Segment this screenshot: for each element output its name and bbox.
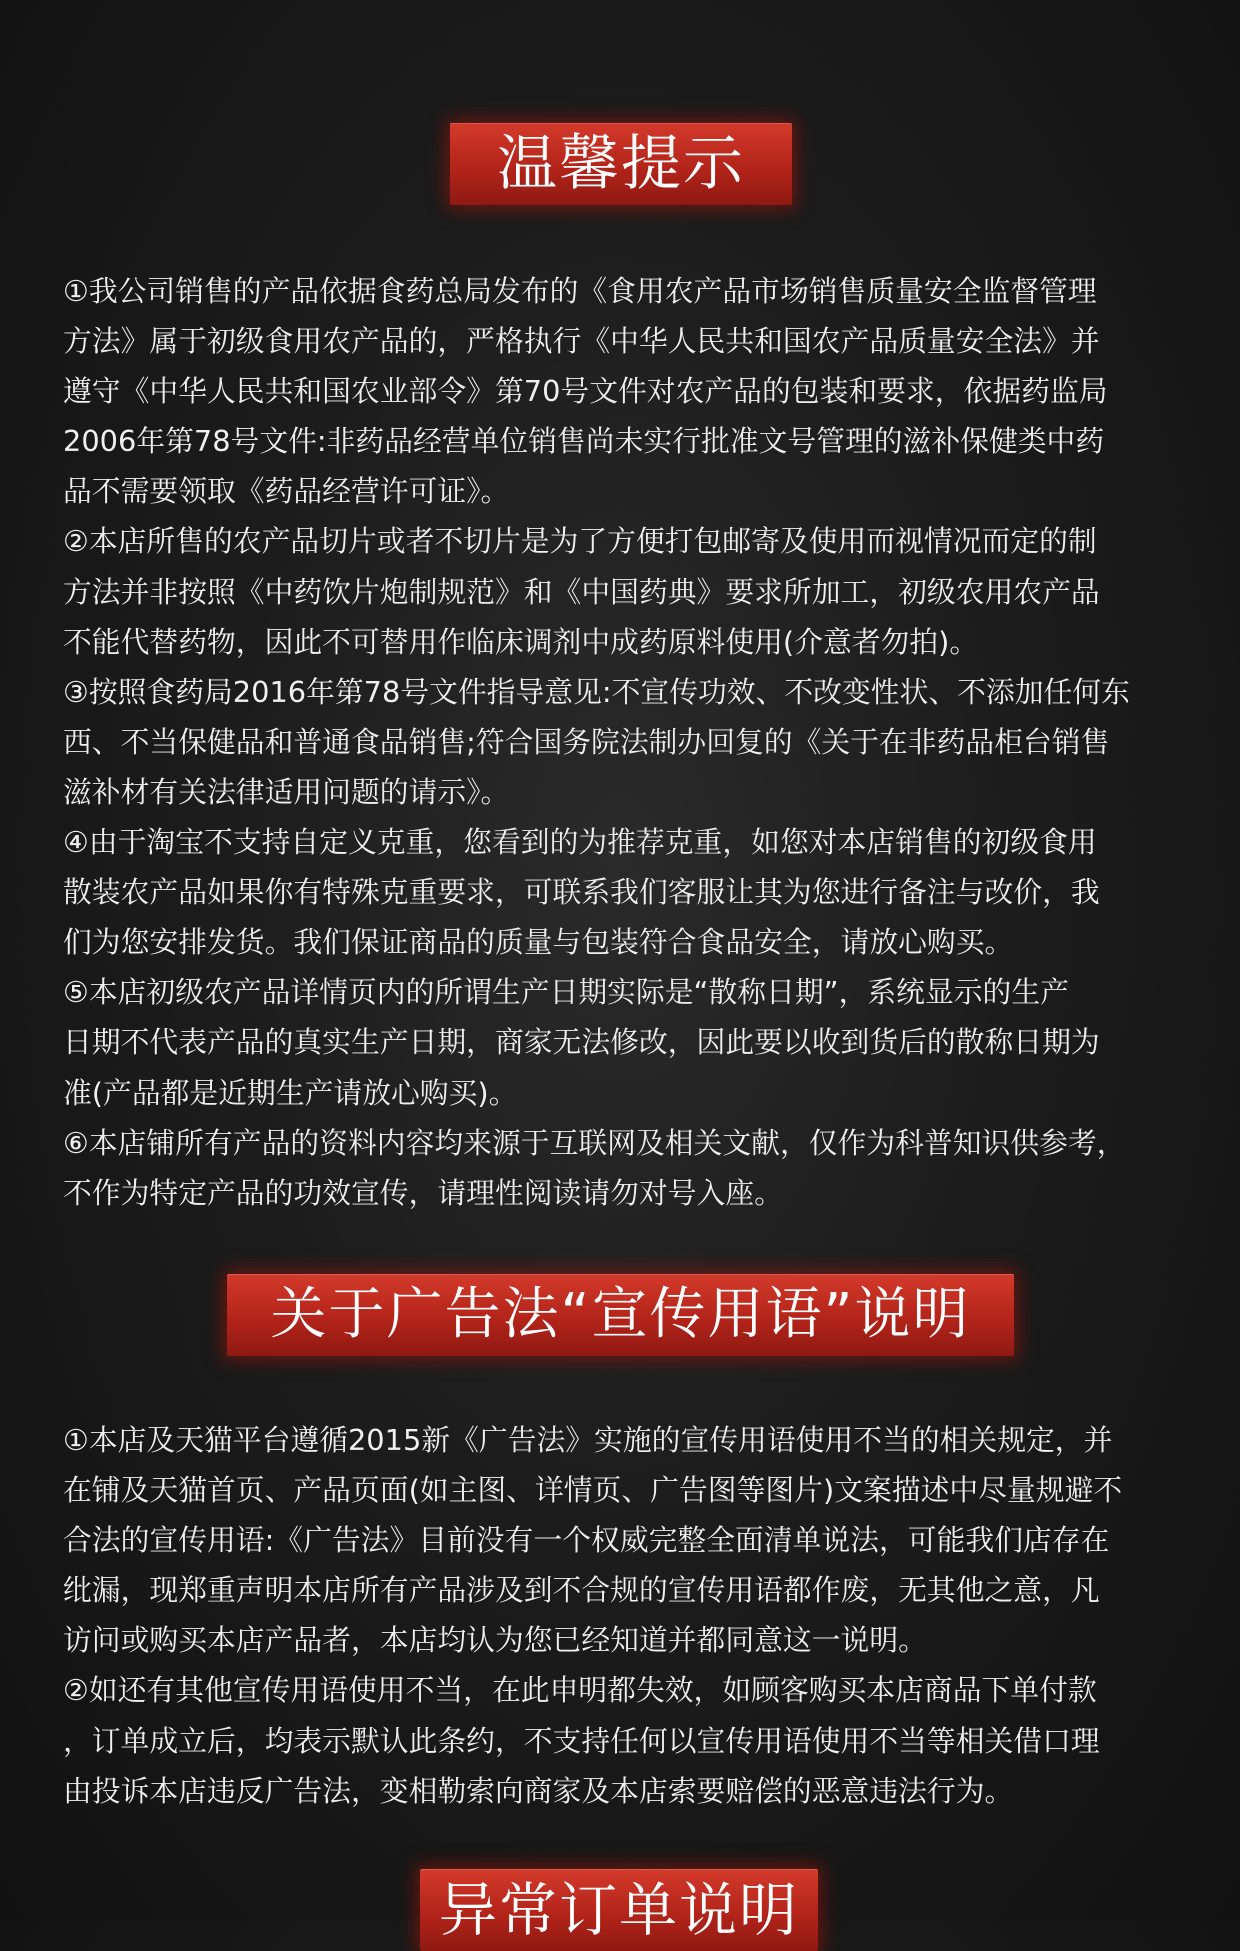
notice-item-5: ⑤本店初级农产品详情页内的所谓生产日期实际是“散称日期”，系统显示的生产 日期不代表产品的真实生产日期，商家无法修改，因此要以收到货后的散称日期为 准(产品都是近期生产请放心购买)。: [63, 975, 1100, 1110]
notice-section: [63, 266, 1183, 1218]
notice-item-2: ②本店所售的农产品切片或者不切片是为了方便打包邮寄及使用而视情况而定的制 方法并非按照《中药饮片炮制规范》和《中国药典》要求所加工，初级农用农产品 不能代替药物，因此不可替用作临床调剂中成药原料使用(介意者勿拍)。: [63, 524, 1100, 659]
notice-item-4: ④由于淘宝不支持自定义克重，您看到的为推荐克重，如您对本店销售的初级食用 散装农产品如果你有特殊克重要求，可联系我们客服让其为您进行备注与改价，我 们为您安排发货。我们保证商品的质量与包装符合食品安全，请放心购买。: [63, 825, 1100, 960]
notice-item-3: ③按照食药局2016年第78号文件指导意见:不宣传功效、不改变性状、不添加任何东 西、不当保健品和普通食品销售;符合国务院法制办回复的《关于在非药品柜台销售 滋补材有关法律适用问题的请示》。: [63, 674, 1130, 809]
ad-law-banner: 关于广告法“宣传用语”说明: [227, 1274, 1014, 1356]
notice-item-1: ①我公司销售的产品依据食药总局发布的《食用农产品市场销售质量安全监督管理 方法》属于初级食用农产品的，严格执行《中华人民共和国农产品质量安全法》并 遵守《中华人民共和国农业部令》第70号文件对农产品的包装和要求，依据药监局 2006年第78号文件:非药品经营单位销售尚未实行批准文号管理的滋补保健类中药 品不需要领取《药品经营许可证》。: [63, 274, 1108, 509]
notice-banner: 温馨提示: [450, 123, 792, 205]
ad-law-item-2: ②如还有其他宣传用语使用不当，在此申明都失效，如顾客购买本店商品下单付款 ，订单成立后，均表示默认此条约，不支持任何以宣传用语使用不当等相关借口理 由投诉本店违反广告法，变相勒索向商家及本店索要赔偿的恶意违法行为。: [63, 1673, 1100, 1808]
ad-law-section: [63, 1415, 1183, 1816]
ad-law-item-1: ①本店及天猫平台遵循2015新《广告法》实施的宣传用语使用不当的相关规定，并 在铺及天猫首页、产品页面(如主图、详情页、广告图等图片)文案描述中尽量规避不 合法的宣传用语:《广告法》目前没有一个权威完整全面清单说法，可能我们店存在 纰漏，现郑重声明本店所有产品涉及到不合规的宣传用语都作废，无其他之意，凡 访问或购买本店产品者，本店均认为您已经知道并都同意这一说明。: [63, 1423, 1123, 1658]
notice-item-6: ⑥本店铺所有产品的资料内容均来源于互联网及相关文献，仅作为科普知识供参考， 不作为特定产品的功效宣传，请理性阅读请勿对号入座。: [63, 1125, 1126, 1210]
abnormal-order-banner: 异常订单说明: [420, 1869, 818, 1951]
